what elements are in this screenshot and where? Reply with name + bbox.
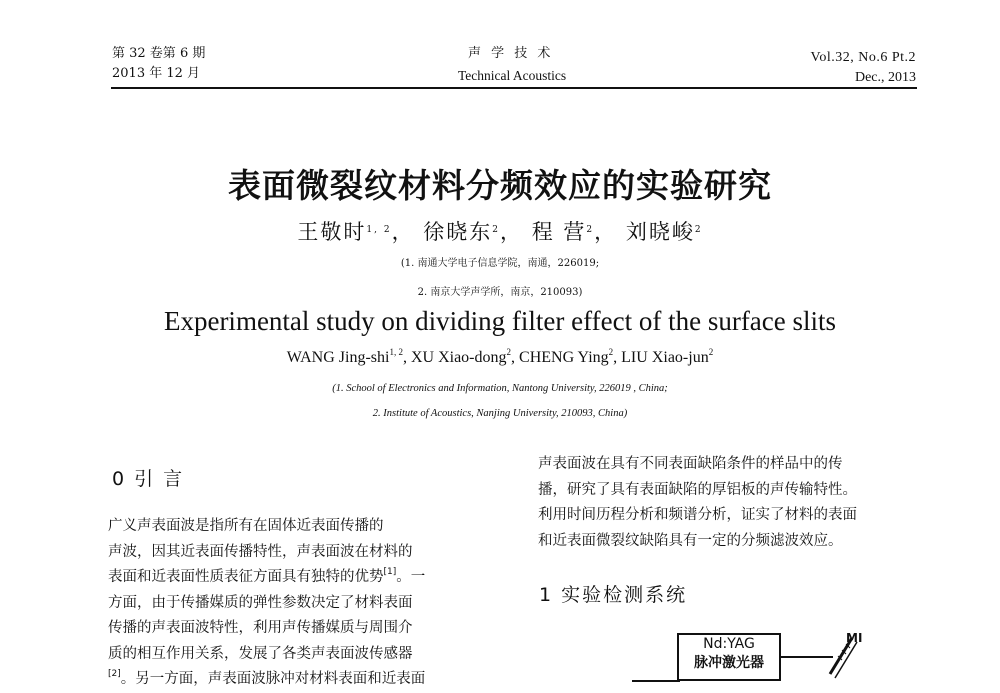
figure-line-left [632,680,680,682]
author-en-sep: , [511,349,520,366]
body-line: 广义声表面波是指所有在固体近表面传播的 [108,518,384,534]
affiliation-en-1: (1. School of Electronics and Information, Nantong University, 226019 , China; [332,383,668,394]
author-zh-aff: 2 [694,225,703,235]
author-zh-aff: 2 [586,225,595,235]
right-column-body [538,452,930,554]
header-date-zh: 2013 年 12 月 [112,66,201,81]
header-volume-en: Vol.32, No.6 Pt.2 [810,50,916,65]
author-en-sep: , [613,349,622,366]
author-en-sep: , [402,349,411,366]
body-line: 播，研究了具有表面缺陷的厚铝板的声传输特性。 [538,481,857,498]
header-volume-zh: 第 32 卷第 6 期 [112,46,206,61]
section-0-body [108,514,500,693]
header-journal-zh: 声 学 技 术 [468,46,554,61]
author-zh-name: 程 营 [531,220,587,244]
body-line: 声波，因其近表面传播特性，声表面波在材料的 [108,543,413,560]
section-0-heading: 0 引 言 [112,468,185,490]
header-date-en: Dec., 2013 [854,70,916,85]
body-line: 声表面波在具有不同表面缺陷条件的样品中的传 [538,456,843,472]
header-rule [111,87,917,89]
author-zh-name: 刘晓峻 [625,220,695,244]
author-en-name: CHENG Ying [519,349,609,366]
author-zh-aff: 1, 2 [366,225,392,235]
author-en-name: LIU Xiao-jun [621,349,709,366]
laser-box [677,633,781,681]
body-line: 方面，由于传播媒质的弹性参数决定了材料表面 [108,594,413,611]
author-en-aff: 2 [708,347,714,357]
body-line: 质的相互作用关系，发展了各类声表面波传感器 [108,645,413,662]
body-line [108,565,500,591]
author-en-aff: 2 [506,347,512,357]
body-line: 利用时间历程分析和频谱分析，证实了材料的表面 [538,507,857,523]
mirror-label: MI [846,631,863,645]
body-line-text: 。一 [396,569,426,585]
author-zh-sep: ， [391,220,415,244]
author-en-aff: 2 [608,347,614,357]
authors-zh [0,216,1000,246]
section-1-heading: 1 实验检测系统 [539,584,688,606]
author-zh-name: 徐晓东 [423,220,493,244]
body-line: 和近表面微裂纹缺陷具有一定的分频滤波效应。 [538,532,843,549]
author-zh-aff: 2 [492,225,501,235]
authors-en [0,349,1000,367]
author-en-name: WANG Jing-shi [286,349,390,366]
author-zh-sep: ， [500,220,524,244]
author-en-name: XU Xiao-dong [410,349,507,366]
body-line-text: 。另一方面，声表面波脉冲对材料表面和近表面 [120,671,426,687]
affiliation-en-2: 2. Institute of Acoustics, Nanjing University, 210093, China) [372,408,628,419]
body-line-text: 表面和近表面性质表征方面具有独特的优势 [108,569,384,585]
citation-ref: [1] [383,567,397,577]
header-journal-en: Technical Acoustics [458,68,567,83]
title-en: Experimental study on dividing filter effect of the surface slits [163,306,837,336]
body-line [108,667,500,693]
affiliation-zh-2: 2. 南京大学声学所，南京，210093) [417,287,583,298]
author-zh-sep: ， [594,220,618,244]
author-en-aff: 1, 2 [389,347,403,357]
affiliation-zh-1: (1. 南通大学电子信息学院，南通，226019; [400,258,600,269]
citation-ref: [2] [108,669,121,679]
body-line: 传播的声表面波特性，利用声传播媒质与周围介 [108,620,413,636]
laser-label-line2: 脉冲激光器 [694,655,764,671]
laser-label-line1: Nd:YAG [703,636,755,652]
author-zh-name: 王敬时 [297,220,367,244]
title-zh: 表面微裂纹材料分频效应的实验研究 [228,166,772,205]
